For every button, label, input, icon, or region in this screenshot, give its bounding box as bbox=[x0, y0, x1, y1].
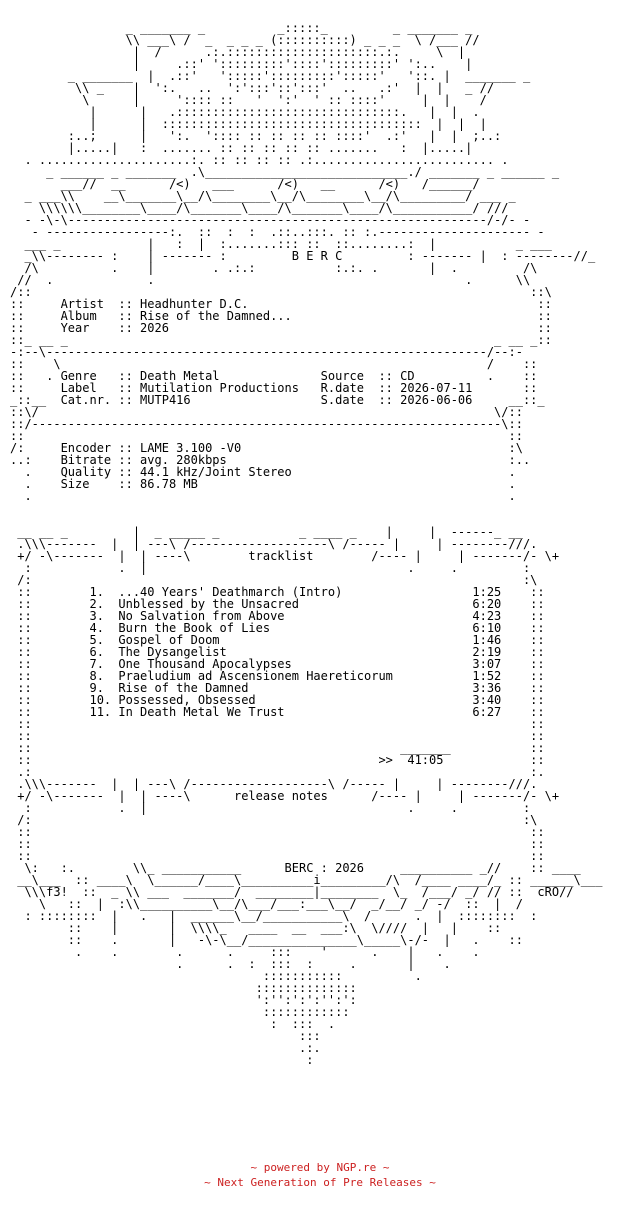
nfo-ascii-art: _ _______ _ _:::::_ _ _______ _ \\ ___\ / _ _ _ _ (::::::::::) _ _ _ \ /___ // | / .:.:::::::::::::::::::::.:. \ | | .::' ':::::::::'::::':::::::::' ':.. | _ _______ | .::' ':::::':::::::::':::::' '::. | _______ _ \\ _ | ':. .. ':':::'::':::' .. .:' | | _ // \ | ':::: :: ' ':' ' :: ::::' | | / | | .:::::::::::::::::::::::::::::::. | | . | | :::::::::::::::::::::::::::::::::::: | | | :..; | ':. ':::: :: :: :: :: ::::' .:' | | ;..: |.....| : ....... :: :: :: :: :: ....... : |.....| . .....................:. :: :: :: :: .:......................... . _ ______ _ _______ .\____________________________./ _______ _ ______ _ ___// __ /<) ___ /<) __ /<) /______/ _ ___\\ __\_______\__/\________\__/\________\__/\_________/ ___ _ \\\\\\________\____/\_______\____/\_______\____/\___________/ /// - -\-\----------------------------------------------------------/-/- - - -----------------:. :: : : .::..:::. :: :.--------------------- - ___ _ | : | :.......::: :: ::........: | _ ___ _\\-------- : | ------- : B E R C : ------- | : --------//_ /\ . | . .:.: :.:. . | . /\ // . . . \\ /:: ::\ :: Artist :: Headhunter D.C. :: :: Album :: Rise of the Damned... :: :: Year :: 2026 :: ::_ __ _ _ __ _:: -:--\-------------------------------------------------------------/--:- :: \ / :: :: . Genre :: Death Metal Source :: CD . :: :: Label :: Mutilation Productions R.date :: 2026-07-11 :: _::__ Cat.nr. :: MUTP416 S.date :: 2026-06-06 __::_ ::\/ \/:: ::/-----------------------------------------------------------------\:: :: :: /: Encoder :: LAME 3.100 -V0 :\ ..: Bitrate :: avg. 280kbps :.. . Quality :: 44.1 kHz/Joint Stereo . . Size :: 86.78 MB . . . __ __ _ | _ _____ _ _ ____ _ | | ------_ __ .\\\------- | | ---\ /-------------------\ /----- | | --------///. +/ -\------- | | ----\ tracklist /---- | | -------/- \+ : . | . . : /: :\ :: 1. ...40 Years' Deathmarch (Intro) 1:25 :: :: 2. Unblessed by the Unsacred 6:20 :: :: 3. No Salvation from Above 4:23 :: :: 4. Burn the Book of Lies 6:10 :: :: 5. Gospel of Doom 1:46 :: :: 6. The Dysangelist 2:19 :: :: 7. One Thousand Apocalypses 3:07 :: :: 8. Praeludium ad Ascensionem Haereticorum 1:52 :: :: 9. Rise of the Damned 3:36 :: :: 10. Possessed, Obsessed 3:40 :: :: 11. In Death Metal We Trust 6:27 :: :: :: :: :: :: _______ :: :: >> 41:05 :: .: :. .\\\------- | | ---\ /-------------------\ /----- | | --------///. +/ -\------- | | ----\ release notes /---- | | -------/- \+ : . | . . : /: :\ :: :: :: :: :: :: \: :. \\_ ___________ BERC : 2026 __________ _// :: ____ __\___ :: ____\ \______/____\__________i_________/\ /____ ____/_ :: ______\___ \\\f3! :: _ \\ ___ _______/ ________|________ \_ /___/ _/ // :: cRO// \ :: | :\\__________\__/\___/___:___\__/ _/__/ _/ -/ :: | / : :::::::: | . | ______\__/___________\ / . | :::::::: : :: | | \\\\_ ____ __ ___:\ \//// | | :: :: . | -\-\__/_______________\_____\-/- | . :: . . . . ::: ' . | . . . . : ::: : . | . ::::::::::: . :::::::::::::: ':'':':':'':': :::::::::::: : ::: . ::: .:. : bbox=[10, 21, 603, 1067]
footer-powered-by: ~ powered by NGP.re ~ bbox=[250, 1161, 390, 1174]
footer-tagline: ~ Next Generation of Pre Releases ~ bbox=[204, 1176, 436, 1189]
footer-credits bbox=[0, 1160, 640, 1190]
